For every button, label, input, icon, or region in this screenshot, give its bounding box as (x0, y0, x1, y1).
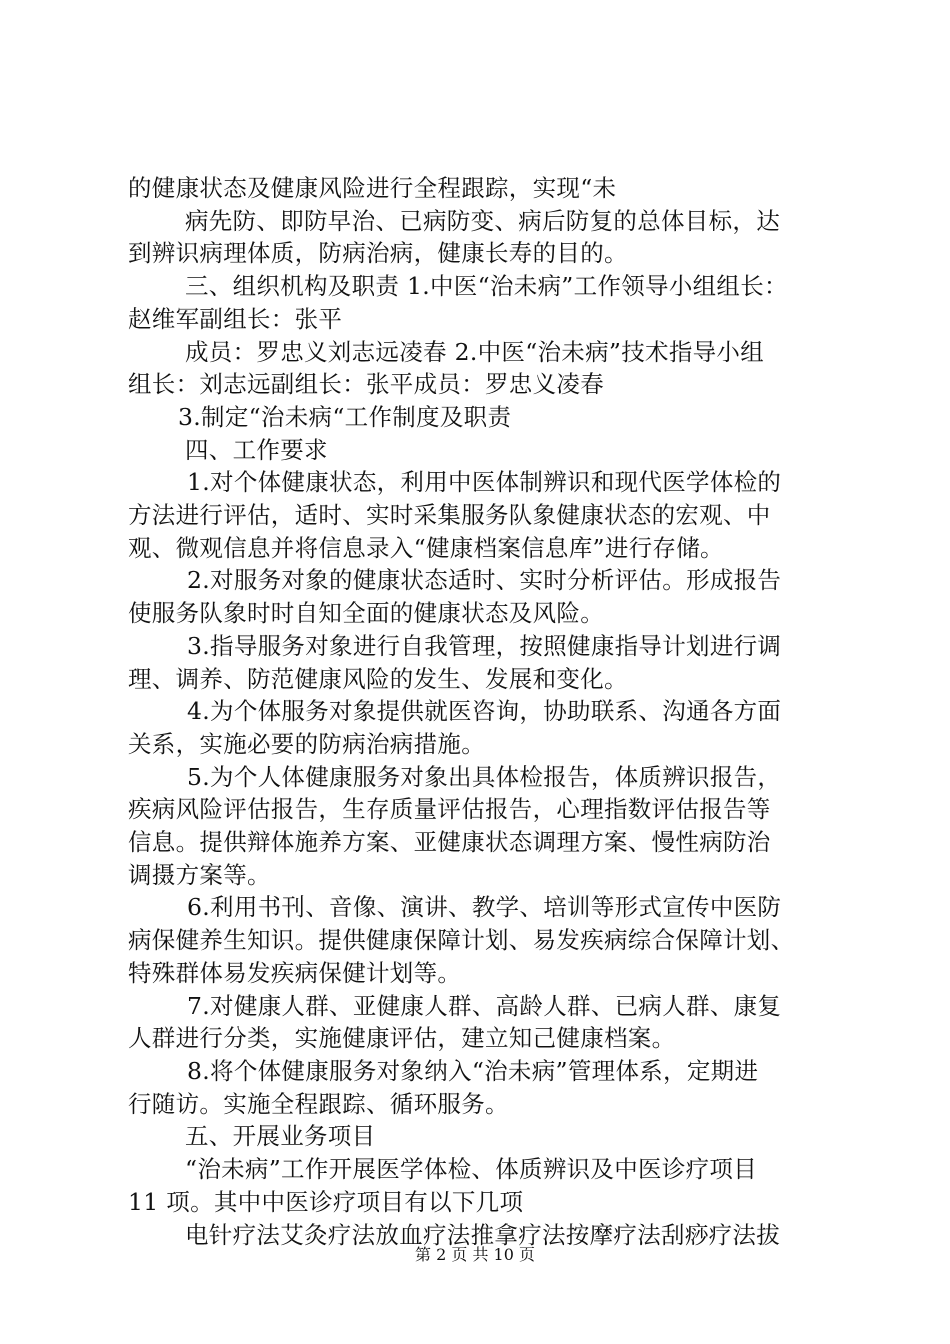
text-line: 疾病风险评估报告，生存质量评估报告，心理指数评估报告等 (128, 795, 771, 824)
text-line: 方法进行评估，适时、实时采集服务队象健康状态的宏观、中 (128, 501, 771, 530)
text-line: 病先防、即防早治、已病防变、病后防复的总体目标，达 (185, 206, 780, 235)
text-line: 行随访。实施全程跟踪、循环服务。 (128, 1089, 509, 1118)
document-body (128, 172, 838, 1251)
text-line: 3.制定“治未病“工作制度及职责 (178, 402, 512, 431)
text-line: 1.对个体健康状态，利用中医体制辨识和现代医学体检的 (187, 468, 782, 497)
text-line: 赵维军副组长：张平 (128, 304, 343, 333)
text-line: 观、微观信息并将信息录入“健康档案信息库”进行存储。 (128, 533, 724, 562)
text-line: 到辨识病理体质，防病治病，健康长寿的目的。 (128, 239, 628, 268)
text-line: 成员：罗忠义刘志远凌春 2.中医“治未病”技术指导小组 (185, 337, 765, 366)
section-heading-line: 三、组织机构及职责 1.中医“治未病”工作领导小组组长： (185, 272, 788, 301)
text-line: 的健康状态及健康风险进行全程跟踪，实现“未 (128, 174, 617, 202)
text-line: 使服务队象时时自知全面的健康状态及风险。 (128, 599, 604, 628)
section-heading: 四、工作要求 (185, 435, 328, 464)
text-line: 关系，实施必要的防病治病措施。 (128, 729, 485, 758)
section-heading: 五、开展业务项目 (185, 1122, 376, 1151)
text-line: 3.指导服务对象进行自我管理，按照健康指导计划进行调 (187, 631, 782, 660)
text-line: 8.将个体健康服务对象纳入“治未病”管理体系，定期进 (187, 1056, 759, 1085)
text-line: 特殊群体易发疾病保健计划等。 (128, 958, 462, 987)
text-line: 调摄方案等。 (128, 860, 271, 889)
text-line: 理、调养、防范健康风险的发生、发展和变化。 (128, 664, 628, 693)
text-line: 2.对服务对象的健康状态适时、实时分析评估。形成报告 (187, 566, 782, 595)
text-line: 信息。提供辩体施养方案、亚健康状态调理方案、慢性病防治 (128, 828, 771, 857)
text-line: 电针疗法艾灸疗法放血疗法推拿疗法按摩疗法刮痧疗法拔 (185, 1220, 780, 1249)
page-number-footer: 第 2 页 共 10 页 (415, 1245, 535, 1264)
text-line: 人群进行分类，实施健康评估，建立知己健康档案。 (128, 1024, 676, 1053)
text-line: 11 项。其中中医诊疗项目有以下几项 (128, 1187, 524, 1216)
text-line: 7.对健康人群、亚健康人群、高龄人群、已病人群、康复 (187, 991, 782, 1020)
text-line: 组长：刘志远副组长：张平成员：罗忠义凌春 (128, 370, 604, 399)
text-line: 5.为个人体健康服务对象出具体检报告，体质辨识报告， (187, 762, 782, 791)
text-line: 6.利用书刊、音像、演讲、教学、培训等形式宣传中医防 (187, 893, 782, 922)
text-line: “治未病”工作开展医学体检、体质辨识及中医诊疗项目 (185, 1155, 758, 1184)
text-line: 4.为个体服务对象提供就医咨询，协助联系、沟通各方面 (187, 697, 782, 726)
text-line: 病保健养生知识。提供健康保障计划、易发疾病综合保障计划、 (128, 926, 795, 955)
